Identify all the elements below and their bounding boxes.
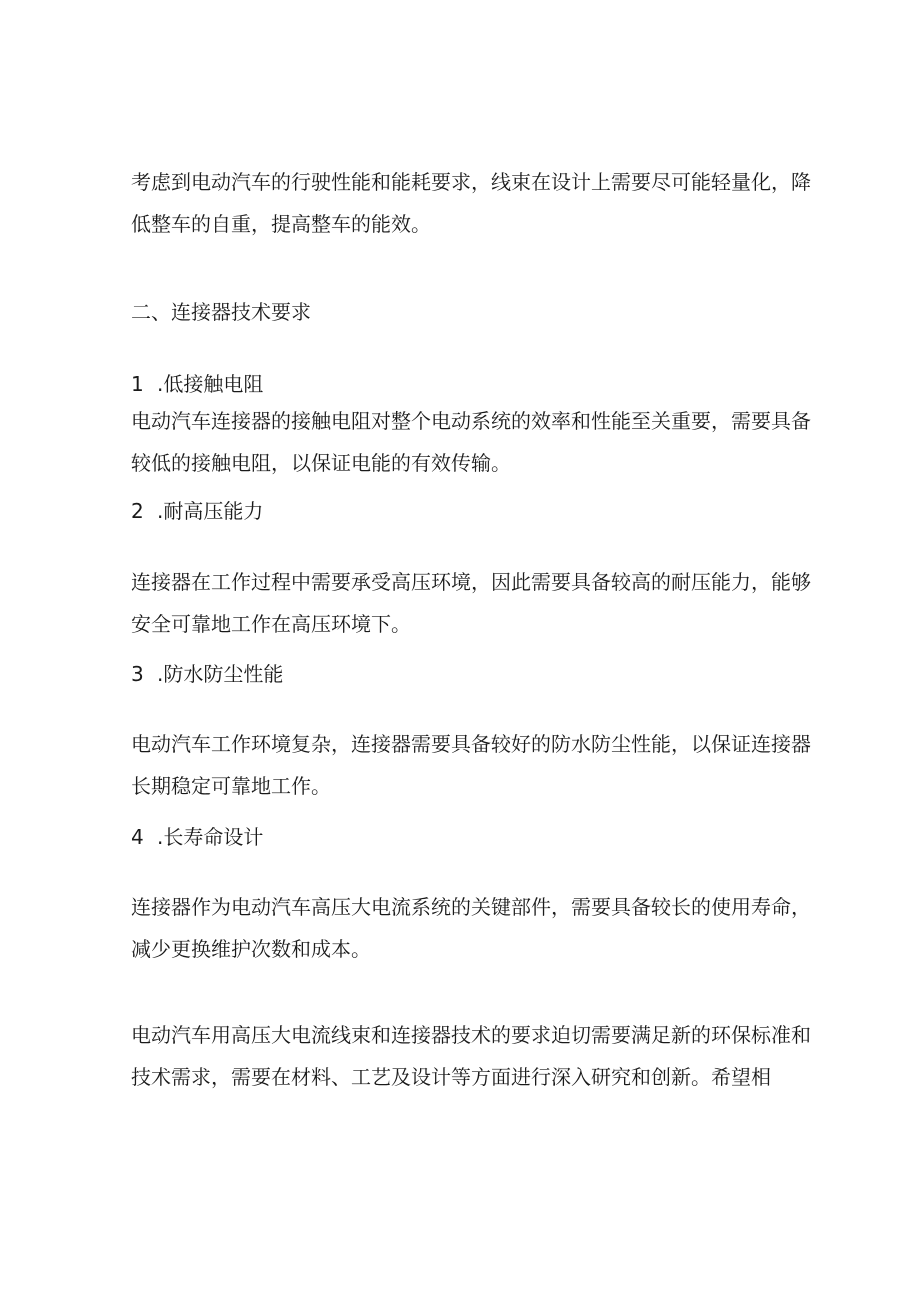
item-heading-3	[131, 660, 283, 688]
item-number: 1	[131, 372, 144, 396]
section-title: 二、连接器技术要求	[131, 300, 311, 324]
paragraph-item-4: 连接器作为电动汽车高压大电流系统的关键部件，需要具备较长的使用寿命，减少更换维护次数和成本。	[131, 895, 811, 961]
item-number: 4	[131, 825, 144, 849]
item-title: .耐高压能力	[157, 499, 264, 523]
paragraph-item-1: 电动汽车连接器的接触电阻对整个电动系统的效率和性能至关重要，需要具备较低的接触电阻，以保证电能的有效传输。	[131, 409, 811, 475]
paragraph-item-3: 电动汽车工作环境复杂，连接器需要具备较好的防水防尘性能，以保证连接器长期稳定可靠地工作。	[131, 732, 811, 798]
item-number: 3	[131, 662, 144, 686]
paragraph-item-2: 连接器在工作过程中需要承受高压环境，因此需要具备较高的耐压能力，能够安全可靠地工作在高压环境下。	[131, 570, 811, 636]
paragraph-lightweight: 考虑到电动汽车的行驶性能和能耗要求，线束在设计上需要尽可能轻量化，降低整车的自重，提高整车的能效。	[131, 170, 811, 236]
item-title: .长寿命设计	[157, 825, 264, 849]
paragraph-conclusion: 电动汽车用高压大电流线束和连接器技术的要求迫切需要满足新的环保标准和技术需求，需要在材料、工艺及设计等方面进行深入研究和创新。希望相	[131, 1023, 811, 1089]
item-heading-2	[131, 497, 263, 525]
item-heading-1	[131, 370, 263, 398]
item-title: .防水防尘性能	[157, 662, 284, 686]
item-number: 2	[131, 499, 144, 523]
item-title: .低接触电阻	[157, 372, 264, 396]
item-heading-4	[131, 823, 263, 851]
